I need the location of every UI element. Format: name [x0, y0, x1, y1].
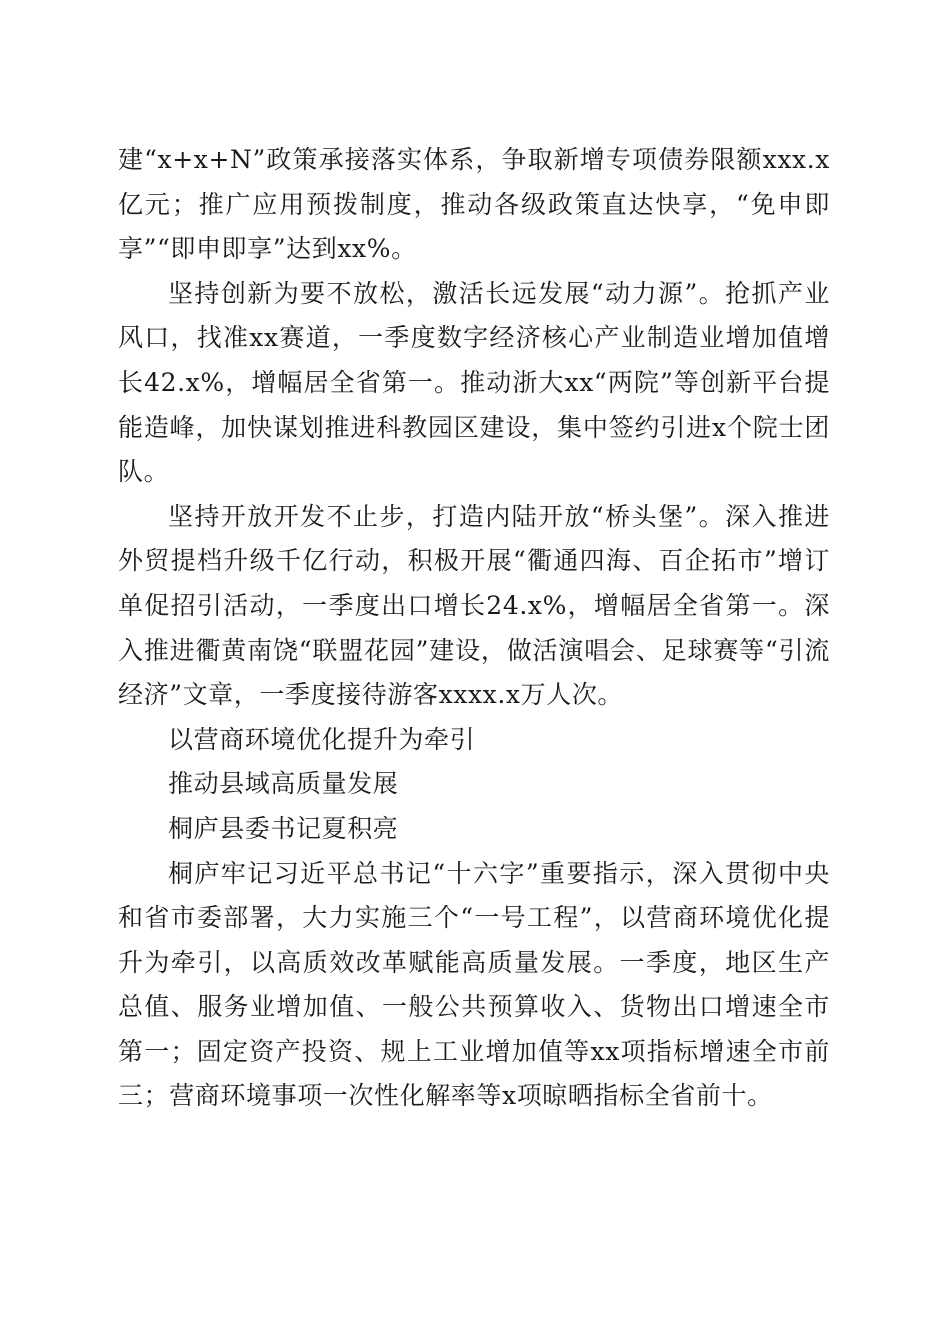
document-body [118, 138, 830, 1119]
paragraph-policy-continuation: 建“x+x+N”政策承接落实体系，争取新增专项债券限额xxx.x亿元；推广应用预拨制度，推动各级政策直达快享，“免申即享”“即申即享”达到xx%。 [118, 145, 830, 264]
paragraph-tonglu-summary: 桐庐牢记习近平总书记“十六字”重要指示，深入贯彻中央和省市委部署，大力实施三个“一号工程”，以营商环境优化提升为牵引，以高质效改革赋能高质量发展。一季度，地区生产总值、服务业增加值、一般公共预算收入、货物出口增速全市第一；固定资产投资、规上工业增加值等xx项指标增速全市前三；营商环境事项一次性化解率等x项晾晒指标全省前十。 [118, 858, 830, 1111]
article-author: 桐庐县委书记夏积亮 [168, 813, 399, 843]
paragraph-innovation: 坚持创新为要不放松，激活长远发展“动力源”。抢抓产业风口，找准xx赛道，一季度数字经济核心产业制造业增加值增长42.x%，增幅居全省第一。推动浙大xx“两院”等创新平台提能造峰，加快谋划推进科教园区建设，集中签约引进x个院士团队。 [118, 278, 830, 487]
article-title-line-2: 推动县域高质量发展 [168, 769, 399, 799]
paragraph-opening: 坚持开放开发不止步，打造内陆开放“桥头堡”。深入推进外贸提档升级千亿行动，积极开展“衢通四海、百企拓市”增订单促招引活动，一季度出口增长24.x%，增幅居全省第一。深入推进衢黄南饶“联盟花园”建设，做活演唱会、足球赛等“引流经济”文章，一季度接待游客xxxx.x万人次。 [118, 501, 830, 710]
article-title-line-1: 以营商环境优化提升为牵引 [168, 724, 476, 754]
